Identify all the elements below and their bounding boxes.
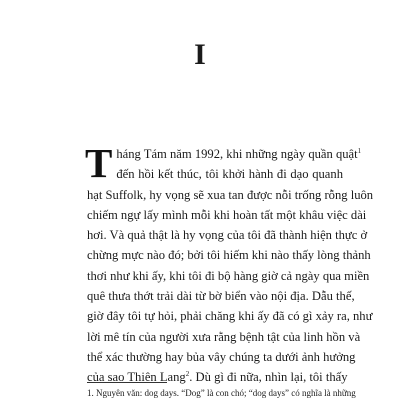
chapter-number: I (194, 38, 206, 71)
body-paragraph (85, 140, 374, 388)
body-line: của sao Thiên Lang$^2$. Dù gì đi nữa, nhìn lại, tôi thấy (87, 370, 348, 385)
body-line: hơi. Và quả thật là hy vọng của tôi đã thành hiện thực ở (87, 228, 368, 243)
body-line: quê thưa thớt trải dài từ bờ biển vào nội địa. Dẫu thế, (87, 289, 355, 304)
body-line: chừng mực nào đó; bởi tôi hiếm khi nào thấy lòng thảnh (87, 248, 371, 263)
footnote-rule (87, 382, 167, 383)
body-line: thơi như khi ấy, khi tôi đi bộ hàng giờ cả ngày qua miền (87, 268, 370, 283)
body-line: thể xác thường hay bủa vây chúng ta dưới ảnh hưởng (87, 349, 356, 364)
footnote: 1. Nguyên văn: dog days. “Dog” là con chó; “dog days” có nghĩa là những (87, 388, 356, 398)
body-line: giờ đây tôi tự hỏi, phải chăng khi ấy đã có gì xảy ra, như (87, 309, 373, 324)
drop-cap: T (85, 140, 113, 186)
body-line: lời mê tín của người xưa rằng bệnh tật của linh hồn và (87, 329, 361, 344)
footnote-mark: 1 (357, 146, 362, 155)
body-line: háng Tám năm 1992, khi những ngày quần quật$^1$ (116, 146, 362, 161)
footnote-mark: 2 (185, 370, 190, 379)
body-line: đến hồi kết thúc, tôi khởi hành đi dạo quanh (116, 167, 343, 182)
body-line: chiếm ngự lấy mình mỗi khi hoàn tất một khâu việc dài (87, 207, 367, 222)
body-line: hạt Suffolk, hy vọng sẽ xua tan được nỗi trống rỗng luôn (87, 187, 374, 202)
